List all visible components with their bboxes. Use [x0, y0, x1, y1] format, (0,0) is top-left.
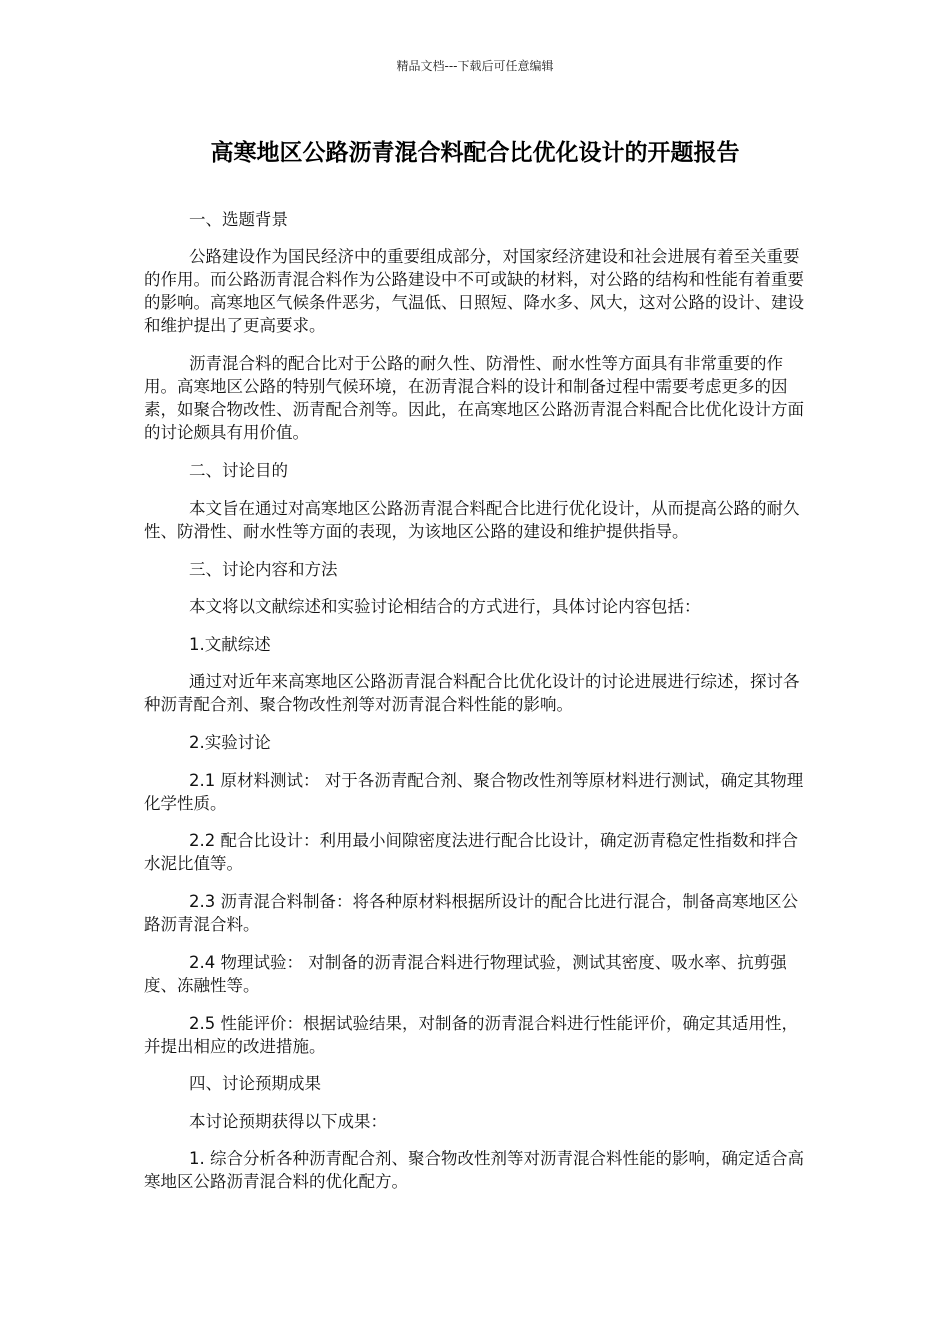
paragraph-outcome-1: 1. 综合分析各种沥青配合剂、聚合物改性剂等对沥青混合料性能的影响，确定适合高寒地区公路沥青混合料的优化配方。 — [144, 1149, 804, 1191]
paragraph-content-intro: 本文将以文献综述和实验讨论相结合的方式进行，具体讨论内容包括： — [189, 597, 701, 616]
section-heading-outcomes: 四、讨论预期成果 — [189, 1074, 321, 1093]
paragraph-step-2-3: 2.3 沥青混合料制备：将各种原材料根据所设计的配合比进行混合，制备高寒地区公路沥青混合料。 — [144, 892, 798, 934]
paragraph-purpose: 本文旨在通过对高寒地区公路沥青混合料配合比进行优化设计，从而提高公路的耐久性、防滑性、耐水性等方面的表现，为该地区公路的建设和维护提供指导。 — [144, 499, 800, 541]
paragraph-step-2-1: 2.1 原材料测试： 对于各沥青配合剂、聚合物改性剂等原材料进行测试，确定其物理化学性质。 — [144, 771, 804, 813]
section-heading-content: 三、讨论内容和方法 — [189, 560, 338, 579]
paragraph-literature: 通过对近年来高寒地区公路沥青混合料配合比优化设计的讨论进展进行综述，探讨各种沥青配合剂、聚合物改性剂等对沥青混合料性能的影响。 — [144, 672, 800, 714]
subheading-experiment: 2.实验讨论 — [189, 733, 271, 752]
paragraph-step-2-5: 2.5 性能评价：根据试验结果，对制备的沥青混合料进行性能评价，确定其适用性，并提出相应的改进措施。 — [144, 1014, 798, 1056]
section-heading-background: 一、选题背景 — [189, 210, 288, 229]
paragraph-step-2-2: 2.2 配合比设计：利用最小间隙密度法进行配合比设计，确定沥青稳定性指数和拌合水泥比值等。 — [144, 831, 798, 873]
paragraph-outcomes-intro: 本讨论预期获得以下成果： — [189, 1112, 387, 1131]
paragraph-background-1: 公路建设作为国民经济中的重要组成部分，对国家经济建设和社会进展有着至关重要的作用。而公路沥青混合料作为公路建设中不可或缺的材料，对公路的结构和性能有着重要的影响。高寒地区气候条件恶劣，气温低、日照短、降水多、风大，这对公路的设计、建设和维护提出了更高要求。 — [144, 247, 804, 335]
document-title: 高寒地区公路沥青混合料配合比优化设计的开题报告 — [210, 140, 740, 166]
paragraph-step-2-4: 2.4 物理试验： 对制备的沥青混合料进行物理试验，测试其密度、吸水率、抗剪强度、冻融性等。 — [144, 953, 787, 995]
section-heading-purpose: 二、讨论目的 — [189, 461, 288, 480]
subheading-literature: 1.文献综述 — [189, 635, 271, 654]
paragraph-background-2: 沥青混合料的配合比对于公路的耐久性、防滑性、耐水性等方面具有非常重要的作用。高寒地区公路的特别气候环境，在沥青混合料的设计和制备过程中需要考虑更多的因素，如聚合物改性、沥青配合剂等。因此，在高寒地区公路沥青混合料配合比优化设计方面的讨论颇具有用价值。 — [144, 354, 804, 442]
page-header: 精品文档---下载后可任意编辑 — [396, 59, 554, 73]
